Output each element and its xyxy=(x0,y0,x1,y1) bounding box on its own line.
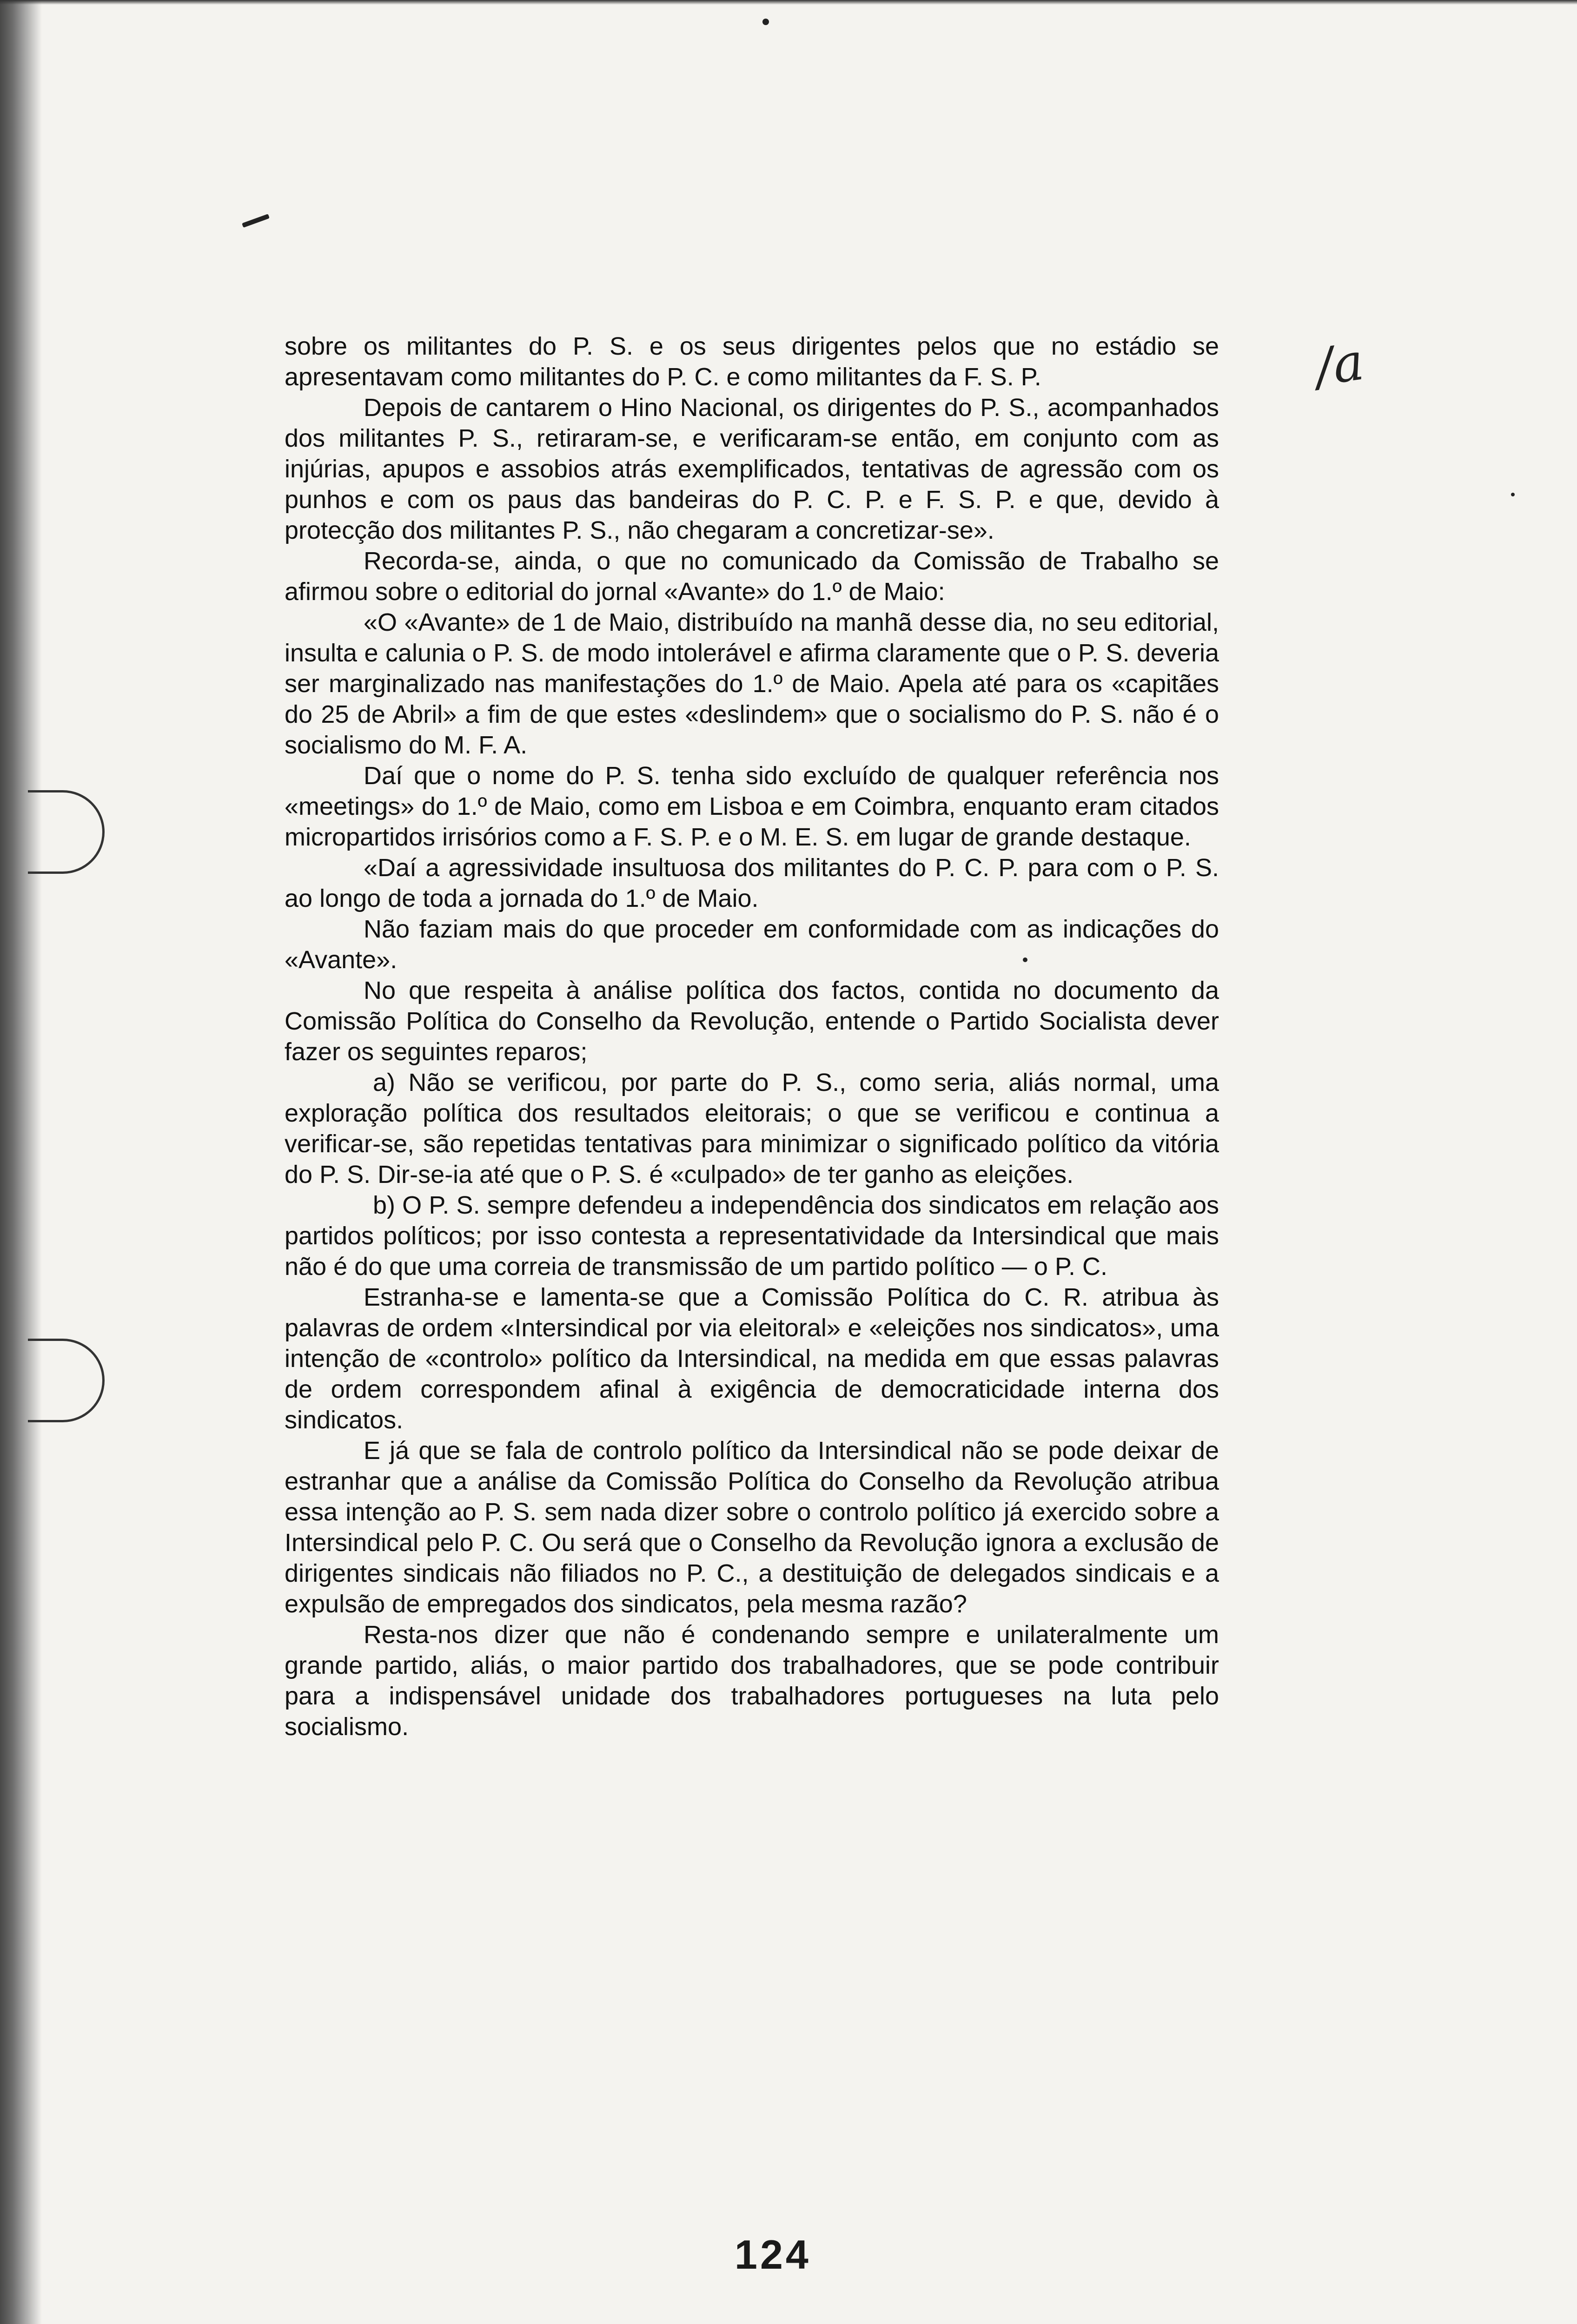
paragraph: No que respeita à análise política dos factos, contida no documento da Comissão Política do Conselho da Revolução, entende o Partido Socialista dever fazer os seguintes reparos; xyxy=(285,977,1219,1066)
document-body xyxy=(285,331,1219,1742)
punch-hole-mark xyxy=(28,1339,105,1422)
paragraph: Depois de cantarem o Hino Nacional, os dirigentes do P. S., acompanhados dos militantes P. S., retiraram-se, e verificaram-se então, em conjunto com as injúrias, apupos e assobios atrás exemplificados, tentativas de agressão com os punhos e com os paus das bandeiras do P. C. P. e F. S. P. e que, devido à protecção dos militantes P. S., não chegaram a concretizar-se». xyxy=(285,394,1219,544)
paragraph: E já que se fala de controlo político da Intersindical não se pode deixar de estranhar que a análise da Comissão Política do Conselho da Revolução atribua essa intenção ao P. S. sem nada dizer sobre o controlo político já exercido sobre a Intersindical pelo P. C. Ou será que o Conselho da Revolução ignora a exclusão de dirigentes sindicais não filiados no P. C., a destituição de delegados sindicais e a expulsão de empregados dos sindicatos, pela mesma razão? xyxy=(285,1437,1219,1618)
paragraph: Recorda-se, ainda, o que no comunicado da Comissão de Trabalho se afirmou sobre o editorial do jornal «Avante» do 1.º de Maio: xyxy=(285,547,1219,606)
scan-speck xyxy=(242,214,270,228)
paragraph: «Daí a agressividade insultuosa dos militantes do P. C. P. para com o P. S. ao longo de toda a jornada do 1.º de Maio. xyxy=(285,854,1219,912)
scan-shadow-edge xyxy=(0,0,42,2324)
punch-hole-mark xyxy=(28,790,105,874)
handwritten-margin-note: /a xyxy=(1312,331,1368,397)
list-item-b: b) O P. S. sempre defendeu a independência dos sindicatos em relação aos partidos políticos; por isso contesta a representatividade da Intersindical que mais não é do que uma correia de transmissão de um partido político — o P. C. xyxy=(285,1191,1219,1281)
paragraph: «O «Avante» de 1 de Maio, distribuído na manhã desse dia, no seu editorial, insulta e calunia o P. S. de modo intolerável e afirma claramente que o P. S. deveria ser marginalizado nas manifestações do 1.º de Maio. Apela até para os «capitães do 25 de Abril» a fim de que estes «deslindem» que o socialismo do P. S. não é o socialismo do M. F. A. xyxy=(285,608,1219,759)
paragraph: Estranha-se e lamenta-se que a Comissão Política do C. R. atribua às palavras de ordem «Intersindical por via eleitoral» e «eleições nos sindicatos», uma intenção de «controlo» político da Intersindical, na medida em que essas palavras de ordem correspondem afinal à exigência de democraticidade interna dos sindicatos. xyxy=(285,1283,1219,1434)
list-item-a: a) Não se verificou, por parte do P. S., como seria, aliás normal, uma exploração política dos resultados eleitorais; o que se verificou e continua a verificar-se, são repetidas tentativas para minimizar o significado político da vitória do P. S. Dir-se-ia até que o P. S. é «culpado» de ter ganho as eleições. xyxy=(285,1069,1219,1188)
scan-speck xyxy=(1511,493,1515,496)
paragraph: Daí que o nome do P. S. tenha sido excluído de qualquer referência nos «meetings» do 1.º de Maio, como em Lisboa e em Coimbra, enquanto eram citados micropartidos irrisórios como a F. S. P. e o M. E. S. em lugar de grande destaque. xyxy=(285,762,1219,851)
paragraph: Resta-nos dizer que não é condenando sempre e unilateralmente um grande partido, aliás, o maior partido dos trabalhadores, que se pode contribuir para a indispensável unidade dos trabalhadores portugueses na luta pelo socialismo. xyxy=(285,1621,1219,1741)
page-number: 124 xyxy=(735,2232,811,2278)
paragraph: Não faziam mais do que proceder em conformidade com as indicações do «Avante». xyxy=(285,915,1219,974)
paragraph: sobre os militantes do P. S. e os seus dirigentes pelos que no estádio se apresentavam como militantes do P. C. e como militantes da F. S. P. xyxy=(285,332,1219,391)
scan-speck xyxy=(762,19,769,25)
scan-top-edge xyxy=(0,0,1577,5)
